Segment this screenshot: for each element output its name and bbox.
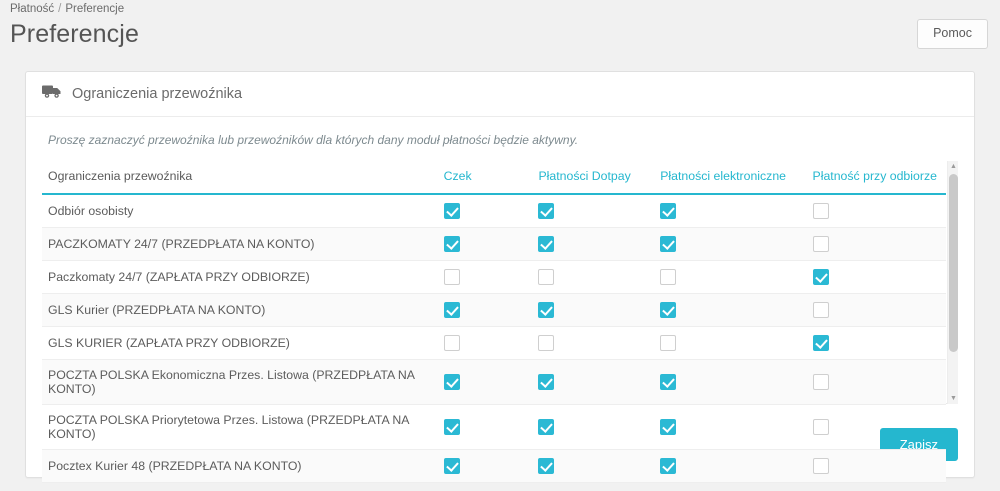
- checkbox-cell: [438, 194, 533, 228]
- table-head: [42, 161, 946, 194]
- carrier-name: POCZTA POLSKA Priorytetowa Przes. Listowa (PRZEDPŁATA NA KONTO): [42, 405, 438, 450]
- checkbox-cell: [532, 360, 654, 405]
- save-button[interactable]: Zapisz: [880, 428, 958, 461]
- checkbox-cell: [654, 194, 806, 228]
- panel-title: Ograniczenia przewoźnika: [72, 86, 243, 102]
- column-header-czek: Czek: [438, 161, 533, 194]
- checkbox-cell: [807, 360, 946, 405]
- carrier-name: Odbiór osobisty: [42, 194, 438, 228]
- checkbox-cell: [438, 450, 533, 483]
- table-row: [42, 405, 946, 450]
- checkbox-cell: [807, 327, 946, 360]
- payment-checkbox[interactable]: [813, 269, 829, 285]
- checkbox-cell: [532, 228, 654, 261]
- checkbox-cell: [438, 360, 533, 405]
- table-row: [42, 327, 946, 360]
- breadcrumb: [10, 3, 124, 15]
- payment-checkbox[interactable]: [538, 419, 554, 435]
- page-title: Preferencje: [10, 20, 139, 48]
- help-button[interactable]: Pomoc: [917, 19, 988, 49]
- checkbox-cell: [807, 194, 946, 228]
- checkbox-cell: [654, 327, 806, 360]
- payment-checkbox[interactable]: [813, 203, 829, 219]
- checkbox-cell: [807, 228, 946, 261]
- table-row: [42, 228, 946, 261]
- table-row: [42, 261, 946, 294]
- payment-checkbox[interactable]: [444, 419, 460, 435]
- checkbox-cell: [654, 228, 806, 261]
- checkbox-cell: [807, 261, 946, 294]
- breadcrumb-item-preferences[interactable]: Preferencje: [65, 3, 125, 15]
- payment-checkbox[interactable]: [660, 419, 676, 435]
- payment-checkbox[interactable]: [813, 458, 829, 474]
- table-row: [42, 450, 946, 483]
- carrier-name: GLS KURIER (ZAPŁATA PRZY ODBIORZE): [42, 327, 438, 360]
- payment-checkbox[interactable]: [813, 335, 829, 351]
- scroll-up-arrow[interactable]: ▲: [950, 163, 957, 170]
- checkbox-cell: [654, 450, 806, 483]
- payment-checkbox[interactable]: [660, 269, 676, 285]
- table-row: [42, 294, 946, 327]
- payment-checkbox[interactable]: [813, 302, 829, 318]
- payment-checkbox[interactable]: [538, 374, 554, 390]
- payment-checkbox[interactable]: [444, 374, 460, 390]
- checkbox-cell: [532, 261, 654, 294]
- payment-checkbox[interactable]: [444, 302, 460, 318]
- checkbox-cell: [807, 294, 946, 327]
- carrier-name: PACZKOMATY 24/7 (PRZEDPŁATA NA KONTO): [42, 228, 438, 261]
- breadcrumb-item-payment[interactable]: Płatność: [10, 3, 55, 15]
- payment-checkbox[interactable]: [660, 302, 676, 318]
- carrier-name: Pocztex Kurier 48 (PRZEDPŁATA NA KONTO): [42, 450, 438, 483]
- checkbox-cell: [654, 294, 806, 327]
- breadcrumb-separator: /: [58, 3, 62, 15]
- checkbox-cell: [807, 450, 946, 483]
- checkbox-cell: [438, 405, 533, 450]
- table-scrollbar[interactable]: [947, 161, 958, 404]
- payment-checkbox[interactable]: [538, 302, 554, 318]
- payment-checkbox[interactable]: [660, 335, 676, 351]
- payment-checkbox[interactable]: [444, 458, 460, 474]
- checkbox-cell: [532, 327, 654, 360]
- checkbox-cell: [438, 228, 533, 261]
- scroll-thumb[interactable]: [949, 174, 958, 352]
- payment-checkbox[interactable]: [444, 269, 460, 285]
- payment-checkbox[interactable]: [660, 203, 676, 219]
- payment-checkbox[interactable]: [538, 335, 554, 351]
- scroll-down-arrow[interactable]: ▼: [950, 395, 957, 402]
- payment-checkbox[interactable]: [660, 236, 676, 252]
- checkbox-cell: [807, 405, 946, 450]
- carrier-name: Paczkomaty 24/7 (ZAPŁATA PRZY ODBIORZE): [42, 261, 438, 294]
- payment-checkbox[interactable]: [444, 335, 460, 351]
- payment-checkbox[interactable]: [538, 458, 554, 474]
- checkbox-cell: [438, 327, 533, 360]
- carrier-restrictions-panel: [25, 71, 975, 478]
- payment-checkbox[interactable]: [660, 458, 676, 474]
- truck-icon: [42, 84, 62, 104]
- column-header-carrier: Ograniczenia przewoźnika: [42, 161, 438, 194]
- checkbox-cell: [438, 294, 533, 327]
- checkbox-cell: [532, 194, 654, 228]
- checkbox-cell: [532, 450, 654, 483]
- column-header-electronic: Płatności elektroniczne: [654, 161, 806, 194]
- payment-checkbox[interactable]: [538, 236, 554, 252]
- payment-checkbox[interactable]: [538, 269, 554, 285]
- table-row: [42, 194, 946, 228]
- checkbox-cell: [438, 261, 533, 294]
- checkbox-cell: [654, 360, 806, 405]
- payment-checkbox[interactable]: [813, 419, 829, 435]
- payment-checkbox[interactable]: [813, 374, 829, 390]
- column-header-cod: Płatność przy odbiorze: [807, 161, 946, 194]
- table-row: [42, 360, 946, 405]
- payment-checkbox[interactable]: [444, 236, 460, 252]
- checkbox-cell: [532, 294, 654, 327]
- panel-header: [26, 72, 974, 117]
- payment-checkbox[interactable]: [660, 374, 676, 390]
- payment-checkbox[interactable]: [813, 236, 829, 252]
- payment-checkbox[interactable]: [444, 203, 460, 219]
- checkbox-cell: [654, 261, 806, 294]
- checkbox-cell: [532, 405, 654, 450]
- table-body: [42, 194, 946, 483]
- carrier-name: POCZTA POLSKA Ekonomiczna Przes. Listowa (PRZEDPŁATA NA KONTO): [42, 360, 438, 405]
- carrier-name: GLS Kurier (PRZEDPŁATA NA KONTO): [42, 294, 438, 327]
- column-header-dotpay: Płatności Dotpay: [532, 161, 654, 194]
- payment-checkbox[interactable]: [538, 203, 554, 219]
- table-header-row: [42, 161, 946, 194]
- panel-hint: Proszę zaznaczyć przewoźnika lub przewoźników dla których dany moduł płatności będzie aktywny.: [48, 133, 579, 147]
- carrier-table: [42, 161, 946, 483]
- checkbox-cell: [654, 405, 806, 450]
